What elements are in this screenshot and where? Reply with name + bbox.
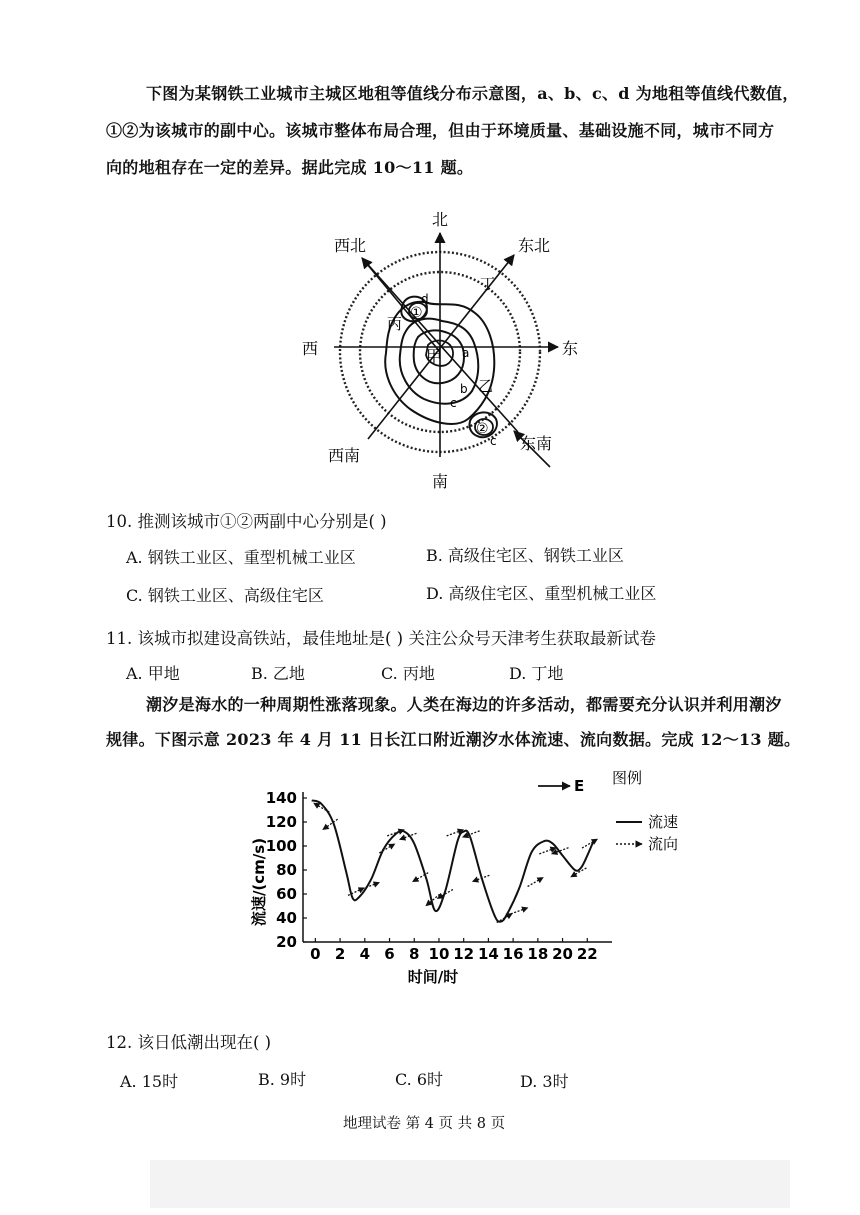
- q12-stem: 12. 该日低潮出现在( ): [106, 1033, 272, 1052]
- chart-ticks: [266, 789, 598, 963]
- q10-option-d[interactable]: D. 高级住宅区、重型机械工业区: [426, 584, 657, 603]
- legend-title: 图例: [612, 769, 643, 787]
- contour-label-c-subcenter: c: [490, 434, 497, 448]
- q11-option-d[interactable]: D. 丁地: [509, 664, 564, 683]
- contour-label-a: a: [462, 346, 470, 360]
- y-tick-label: 60: [276, 885, 297, 903]
- x-tick-label: 12: [453, 945, 475, 963]
- x-tick-label: 18: [527, 945, 549, 963]
- q12-option-c[interactable]: C. 6时: [395, 1070, 444, 1089]
- y-tick-label: 100: [265, 837, 297, 855]
- q12-option-b[interactable]: B. 9时: [258, 1070, 307, 1089]
- chart-arrows: [314, 803, 598, 922]
- intro1-line3: 向的地租存在一定的差异。据此完成 10～11 题。: [106, 158, 474, 177]
- label-east: 东: [562, 339, 579, 358]
- y-tick-label: 120: [265, 813, 297, 831]
- intro2-line2: 规律。下图示意 2023 年 4 月 11 日长江口附近潮汐水体流速、流向数据。完成 12～13 题。: [106, 730, 801, 749]
- place-bing: 丙: [387, 315, 403, 333]
- q11-option-c[interactable]: C. 丙地: [381, 664, 435, 683]
- contour-label-c: c: [450, 396, 457, 410]
- q10-stem: 10. 推测该城市①②两副中心分别是( ): [106, 512, 387, 531]
- flow-direction-arrow: [363, 883, 380, 889]
- q11-stem: 11. 该城市拟建设高铁站，最佳地址是( ) 关注公众号天津考生获取最新试卷: [106, 629, 656, 648]
- chart-axes: [303, 792, 612, 942]
- land-rent-map: [290, 195, 590, 495]
- label-northeast: 东北: [518, 236, 551, 255]
- label-northwest: 西北: [334, 236, 367, 255]
- flow-direction-arrow: [511, 908, 528, 914]
- legend-direction-key: E: [574, 777, 585, 795]
- x-tick-label: 4: [359, 945, 371, 963]
- contour-label-d: d: [421, 292, 429, 306]
- x-axis-label: 时间/时: [407, 968, 459, 986]
- intro1-line1: 下图为某钢铁工业城市主城区地租等值线分布示意图，a、b、c、d 为地租等值线代数值，: [146, 84, 799, 103]
- q10-option-c[interactable]: C. 钢铁工业区、高级住宅区: [126, 586, 324, 605]
- label-south: 南: [431, 472, 449, 491]
- label-west: 西: [302, 339, 319, 358]
- x-tick-label: 0: [310, 945, 321, 963]
- x-tick-label: 2: [334, 945, 346, 963]
- q12-option-a[interactable]: A. 15时: [120, 1072, 179, 1091]
- label-southwest: 西南: [328, 446, 361, 465]
- q11-option-b[interactable]: B. 乙地: [251, 664, 305, 683]
- place-yi: 乙: [478, 377, 494, 395]
- label-southeast: 东南: [520, 434, 553, 453]
- subcenter-1: ①: [410, 305, 423, 321]
- x-tick-label: 10: [428, 945, 450, 963]
- y-tick-label: 80: [276, 861, 297, 879]
- label-north: 北: [431, 210, 449, 229]
- q12-option-d[interactable]: D. 3时: [520, 1072, 569, 1091]
- flow-direction-arrow: [582, 839, 598, 848]
- x-tick-label: 14: [477, 945, 499, 963]
- flow-direction-arrow: [528, 878, 544, 887]
- chart-series: [312, 800, 594, 921]
- tide-chart: [240, 762, 680, 994]
- place-jia: 甲: [426, 347, 443, 366]
- y-tick-label: 140: [265, 789, 297, 807]
- q10-option-b[interactable]: B. 高级住宅区、钢铁工业区: [426, 546, 624, 565]
- x-tick-label: 20: [552, 945, 573, 963]
- q11-option-a[interactable]: A. 甲地: [126, 664, 180, 683]
- contour-label-b: b: [460, 382, 468, 396]
- place-ding: 丁: [480, 275, 496, 293]
- y-axis-label: 流速/(cm/s): [250, 837, 268, 927]
- legend-direction-label: 流向: [648, 835, 679, 853]
- intro1-line2: ①②为该城市的副中心。该城市整体布局合理，但由于环境质量、基础设施不同，城市不同方: [106, 121, 775, 140]
- y-tick-label: 40: [276, 909, 297, 927]
- x-tick-label: 8: [409, 945, 420, 963]
- x-tick-label: 6: [384, 945, 395, 963]
- q10-option-a[interactable]: A. 钢铁工业区、重型机械工业区: [126, 548, 356, 567]
- scan-shadow-band: [150, 1160, 790, 1208]
- y-tick-label: 20: [276, 933, 297, 951]
- intro2-line1: 潮汐是海水的一种周期性涨落现象。人类在海边的许多活动，都需要充分认识并利用潮汐: [146, 695, 782, 714]
- x-tick-label: 16: [502, 945, 524, 963]
- speed-curve: [312, 800, 594, 921]
- subcenter-2: ②: [476, 421, 489, 437]
- page-footer: 地理试卷 第 4 页 共 8 页: [343, 1116, 506, 1132]
- legend-speed-label: 流速: [648, 813, 679, 831]
- x-tick-label: 22: [576, 945, 598, 963]
